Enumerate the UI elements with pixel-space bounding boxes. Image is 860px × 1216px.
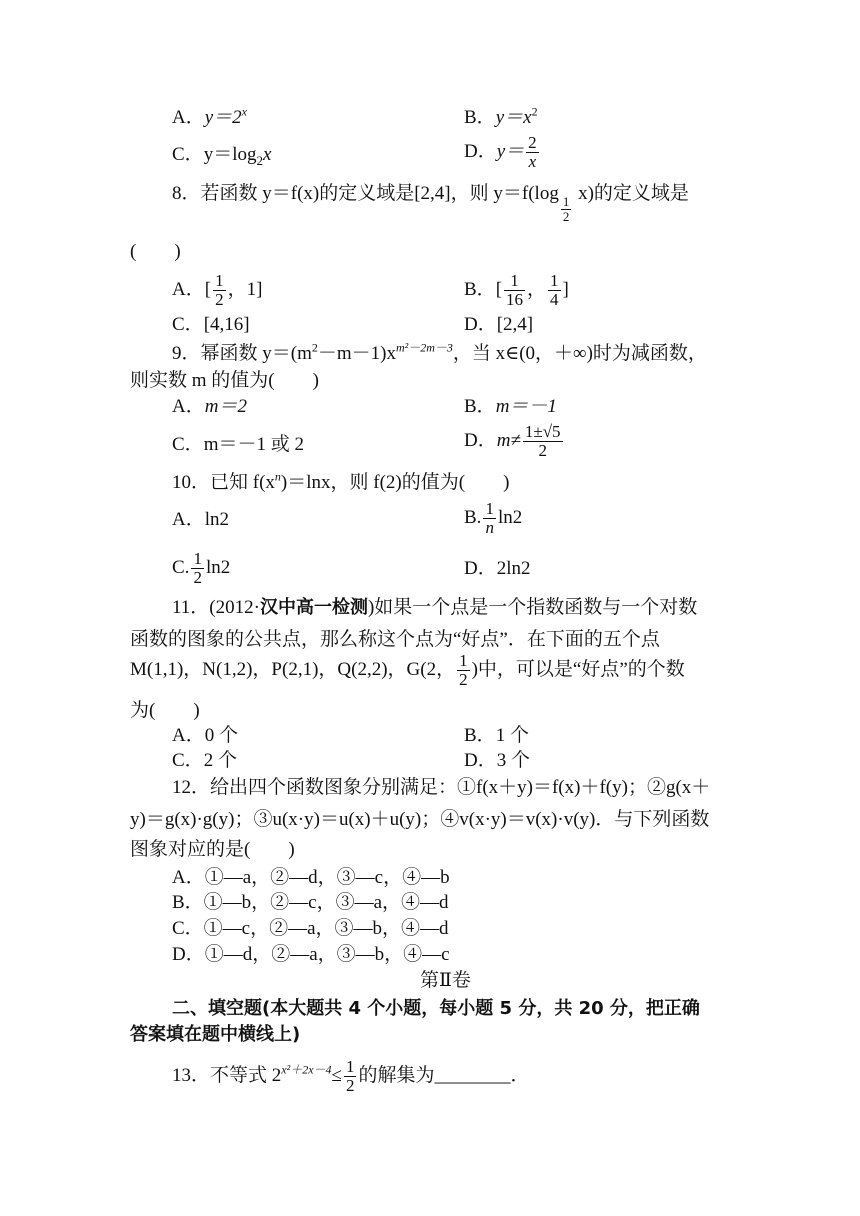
fraction: $\frac{1}{2}$ [193,549,202,587]
q9-option-a: A．m＝2 [172,396,247,417]
q12-option-b: B．①—b，②—c，③—a，④—d [172,892,449,913]
q8-option-d: D．[2,4] [464,314,534,335]
q12-line1: 12．给出四个函数图象分别满足：①f(x＋y)＝f(x)＋f(y)；②g(x＋ [172,777,711,798]
q10-option-c: C. $\frac{1}{2}$ ln2 [172,549,231,587]
q11-option-a: A．0 个 [172,725,238,746]
q12-option-d: D．①—d，②—a，③—b，④—c [172,944,450,965]
q8-option-c: C．[4,16] [172,314,250,335]
fraction: $\frac{1}{4}$ [550,271,559,309]
q11-option-d: D．3 个 [464,750,530,771]
q11-option-c: C．2 个 [172,750,237,771]
q10-option-d: D．2ln2 [464,558,531,579]
q9-option-d: D．m≠ $\frac{1\pm√5}{2}$ [464,422,561,460]
q12-option-a: A．①—a，②—d，③—c，④—b [172,867,450,888]
section-heading-line1: 二、填空题(本大题共 4 个小题，每小题 5 分，共 20 分，把正确 [172,998,700,1019]
log-base-fraction: $\frac{1}{2}$ [562,194,570,224]
q11-line3: M(1,1)，N(1,2)，P(2,1)，Q(2,2)，G(2， $\frac{1}{2}$ )中，可以是“好点”的个数 [130,651,685,689]
q10-option-a: A．ln2 [172,509,230,530]
q10-stem: 10．已知 $f(x^n)=\ln x$，则 f(2)的值为( ) [172,469,510,493]
q7-option-b: B．$y=x^2$ [464,104,538,128]
fraction: $\frac{1\pm√5}{2}$ [524,422,561,460]
q10-option-b: B. $\frac{1}{n}$ ln2 [464,499,523,537]
q9-line2: 则实数 m 的值为( ) [130,370,319,391]
fraction: $\frac{1}{2}$ [215,271,224,309]
q11-line2: 函数的图象的公共点，那么称这个点为“好点”．在下面的五个点 [130,629,660,650]
q8-option-b: B．[ $\frac{1}{16}$ ， $\frac{1}{4}$ ] [464,271,569,309]
fraction: $\frac{2}{x}$ [528,133,537,171]
q8-option-a: A．[ $\frac{1}{2}$ ，1] [172,271,263,309]
q12-line2: y)＝g(x)·g(y)；③u(x·y)＝u(x)＋u(y)；④v(x·y)＝v(x)·v(y)．与下列函数 [130,809,710,830]
q13-stem: 13．不等式 $2^{x^2+2x-4}\le$ $\frac{1}{2}$ 的解集为________． [172,1057,530,1095]
fraction: $\frac{1}{16}$ [506,271,524,309]
q8-stem: 8．若函数 y＝f(x)的定义域是[2,4]，则 y＝f(log $\frac{1}{2}$ x)的定义域是 [172,183,689,224]
section-title: 第Ⅱ卷 [420,970,471,991]
q9-stem: 9．幂函数 $y=(m^2-m-1)x^{m^2-2m-3}$，当 x∈(0，＋∞)时为减函数， [172,340,707,364]
q7-option-c: C．$y=\log_2x$ [172,144,272,168]
q11-line4: 为( ) [130,700,200,721]
fraction: $\frac{1}{n}$ [485,499,494,537]
q11-option-b: B．1 个 [464,725,529,746]
fraction: $\frac{1}{2}$ [345,1057,355,1095]
q7-option-d: D．y＝ $\frac{2}{x}$ [464,133,537,171]
section-heading-line2: 答案填在题中横线上) [130,1024,301,1045]
q9-option-c: C．m＝－1 或 2 [172,434,304,455]
q7-option-a: A．$y=2^x$ [172,104,247,128]
q9-option-b: B．m＝－1 [464,396,557,417]
q11-line1: 11．(2012·汉中高一检测)如果一个点是一个指数函数与一个对数 [172,597,698,618]
q12-line3: 图象对应的是( ) [130,839,295,860]
q12-option-c: C．①—c，②—a，③—b，④—d [172,918,449,939]
q8-paren: ( ) [130,241,181,262]
fraction: $\frac{1}{2}$ [459,651,468,689]
